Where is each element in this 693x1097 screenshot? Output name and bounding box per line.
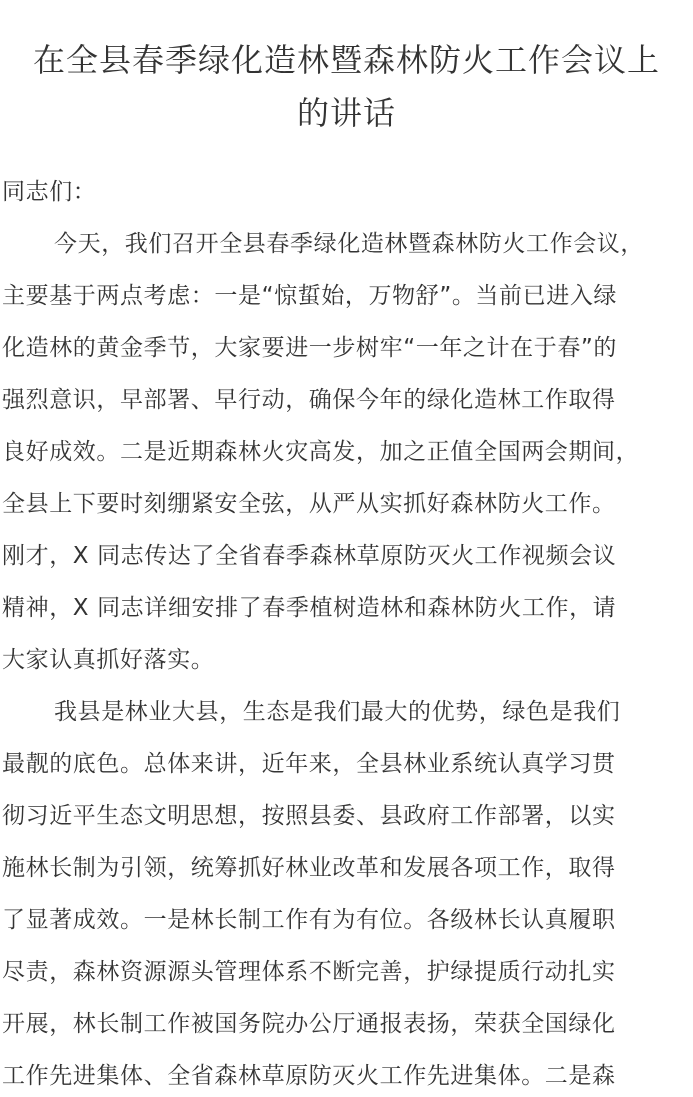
title-line-1: 在全县春季绿化造林暨森林防火工作会议上: [32, 41, 660, 79]
salutation: 同志们：: [2, 179, 97, 205]
paragraph-line: 施林长制为引领，统筹抓好林业改革和发展各项工作，取得: [2, 855, 616, 881]
paragraph-line: 工作先进集体、全省森林草原防灭火工作先进集体。二是森: [2, 1063, 616, 1089]
paragraph-line: 化造林的黄金季节，大家要进一步树牢“一年之计在于春”的: [2, 335, 618, 361]
paragraph-line: 尽责，森林资源源头管理体系不断完善，护绿提质行动扎实: [2, 959, 616, 985]
document-body: [2, 166, 693, 1097]
paragraph-line: 彻习近平生态文明思想，按照县委、县政府工作部署，以实: [2, 803, 616, 829]
paragraph-line: 我县是林业大县，生态是我们最大的优势，绿色是我们: [54, 699, 621, 725]
paragraph-line: 开展，林长制工作被国务院办公厅通报表扬，荣获全国绿化: [2, 1011, 616, 1037]
paragraph-line: 了显著成效。一是林长制工作有为有位。各级林长认真履职: [2, 907, 616, 933]
paragraph-line: 良好成效。二是近期森林火灾高发，加之正值全国两会期间，: [2, 439, 640, 465]
paragraph-line: 全县上下要时刻绷紧安全弦，从严从实抓好森林防火工作。: [2, 491, 616, 517]
paragraph-line: 最靓的底色。总体来讲，近年来，全县林业系统认真学习贯: [2, 751, 616, 777]
paragraph-line: 刚才，X 同志传达了全省春季森林草原防灭火工作视频会议: [2, 543, 617, 569]
paragraph-line: 主要基于两点考虑：一是“惊蜇始，万物舒”。当前已进入绿: [2, 283, 618, 309]
paragraph-line: 大家认真抓好落实。: [2, 647, 215, 673]
document-title: [0, 34, 693, 140]
paragraph-line: 强烈意识，早部署、早行动，确保今年的绿化造林工作取得: [2, 387, 616, 413]
title-line-2: 的讲话: [296, 94, 396, 132]
paragraph-line: 精神，X 同志详细安排了春季植树造林和森林防火工作，请: [2, 595, 617, 621]
paragraph-line: 今天，我们召开全县春季绿化造林暨森林防火工作会议，: [54, 231, 644, 257]
